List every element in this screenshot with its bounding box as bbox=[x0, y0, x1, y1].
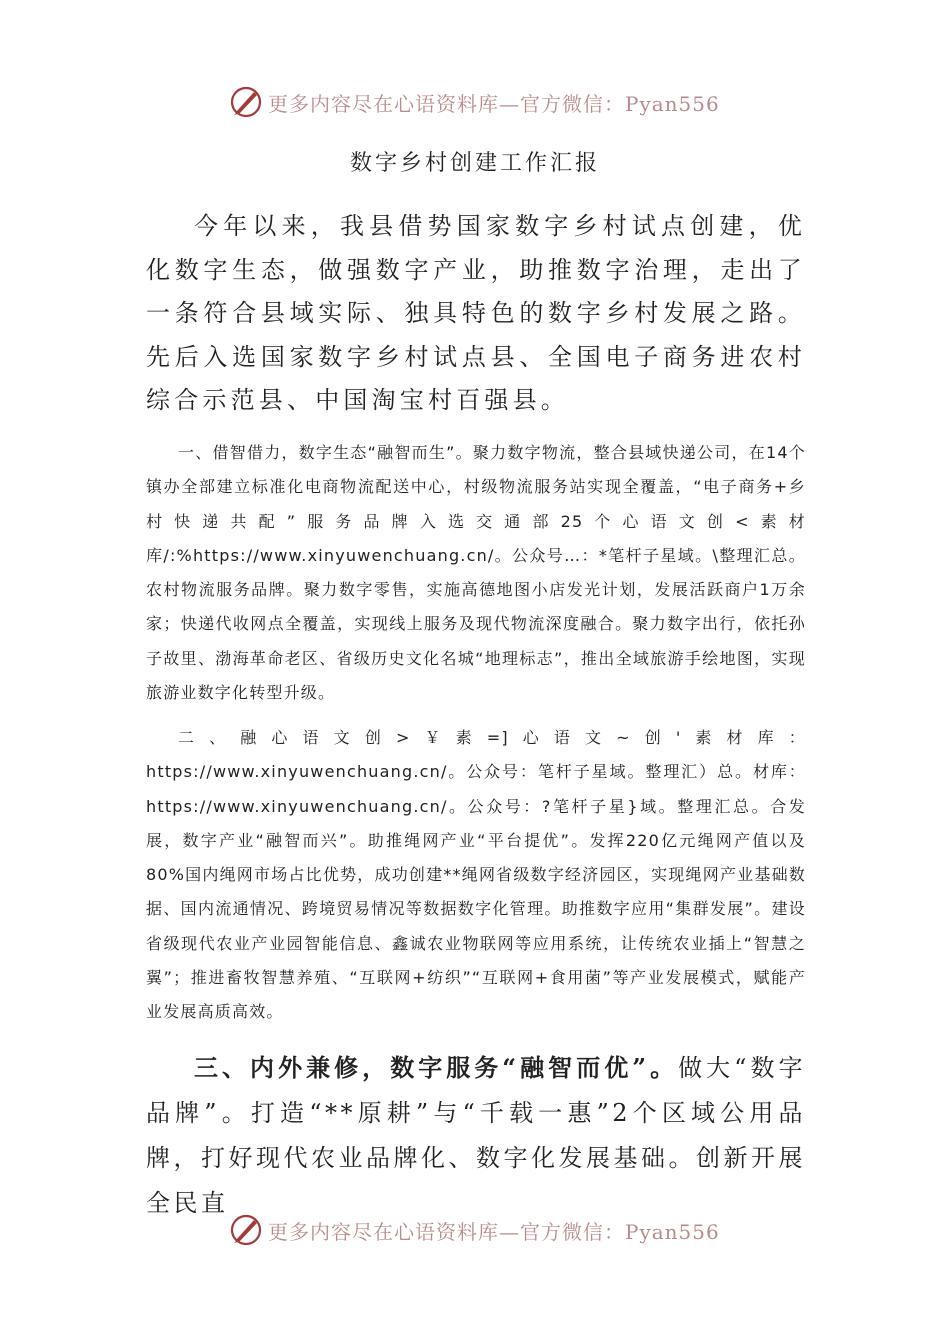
section-one-paragraph: 一、借智借力，数字生态“融智而生”。聚力数字物流，整合县域快递公司，在14个镇办全部建立标准化电商物流配送中心，村级物流服务站实现全覆盖，“电子商务+乡村快递共配”服务品牌入选交通部25个心语文创<素材库/:%https://www.xinyuwenchuang.cn/。公众号…：*笔杆子星域。\整理汇总。农村物流服务品牌。聚力数字零售，实施高德地图小店发光计划，发展活跃商户1万余家；快递代收网点全覆盖，实现线上服务及现代物流深度融合。聚力数字出行，依托孙子故里、渤海革命老区、省级历史文化名城“地理标志”，推出全域旅游手绘地图，实现旅游业数字化转型升级。 bbox=[146, 443, 806, 703]
banner-text: 更多内容尽在心语资料库—官方微信：Pyan556 bbox=[268, 1219, 720, 1244]
section-three-paragraph bbox=[146, 1045, 806, 1226]
header-banner bbox=[0, 82, 950, 122]
intro-paragraph: 今年以来，我县借势国家数字乡村试点创建，优化数字生态，做强数字产业，助推数字治理，走出了一条符合县域实际、独具特色的数字乡村发展之路。先后入选国家数字乡村试点县、全国电子商务进农村综合示范县、中国淘宝村百强县。 bbox=[146, 212, 806, 414]
pen-nib-icon bbox=[228, 1212, 264, 1248]
banner-text: 更多内容尽在心语资料库—官方微信：Pyan556 bbox=[268, 91, 720, 116]
footer-banner bbox=[0, 1210, 950, 1250]
document-title: 数字乡村创建工作汇报 bbox=[349, 151, 600, 176]
pen-nib-icon bbox=[228, 84, 264, 120]
section-three-body: 做大“数字品牌”。打造“**原耕”与“千载一惠”2个区域公用品牌，打好现代农业品牌化、数字化发展基础。创新开展全民直 bbox=[146, 1054, 806, 1217]
section-three-heading: 三、内外兼修，数字服务“融智而优”。 bbox=[194, 1053, 679, 1082]
section-two-paragraph: 二、融心语文创>￥素=]心语文~创'素材库：https://www.xinyuwenchuang.cn/。公众号：笔杆子星域。整理汇）总。材库：https://www.xinyuwenchuang.cn/。公众号：?笔杆子星}域。整理汇总。合发展，数字产业“融智而兴”。助推绳网产业“平台提优”。发挥220亿元绳网产值以及80%国内绳网市场占比优势，成功创建**绳网省级数字经济园区，实现绳网产业基础数据、国内流通情况、跨境贸易情况等数据数字化管理。助推数字应用“集群发展”。建设省级现代农业产业园智能信息、鑫诚农业物联网等应用系统，让传统农业插上“智慧之翼”；推进畜牧智慧养殖、“互联网+纺织”“互联网+食用菌”等产业发展模式，赋能产业发展高质高效。 bbox=[146, 728, 806, 1022]
